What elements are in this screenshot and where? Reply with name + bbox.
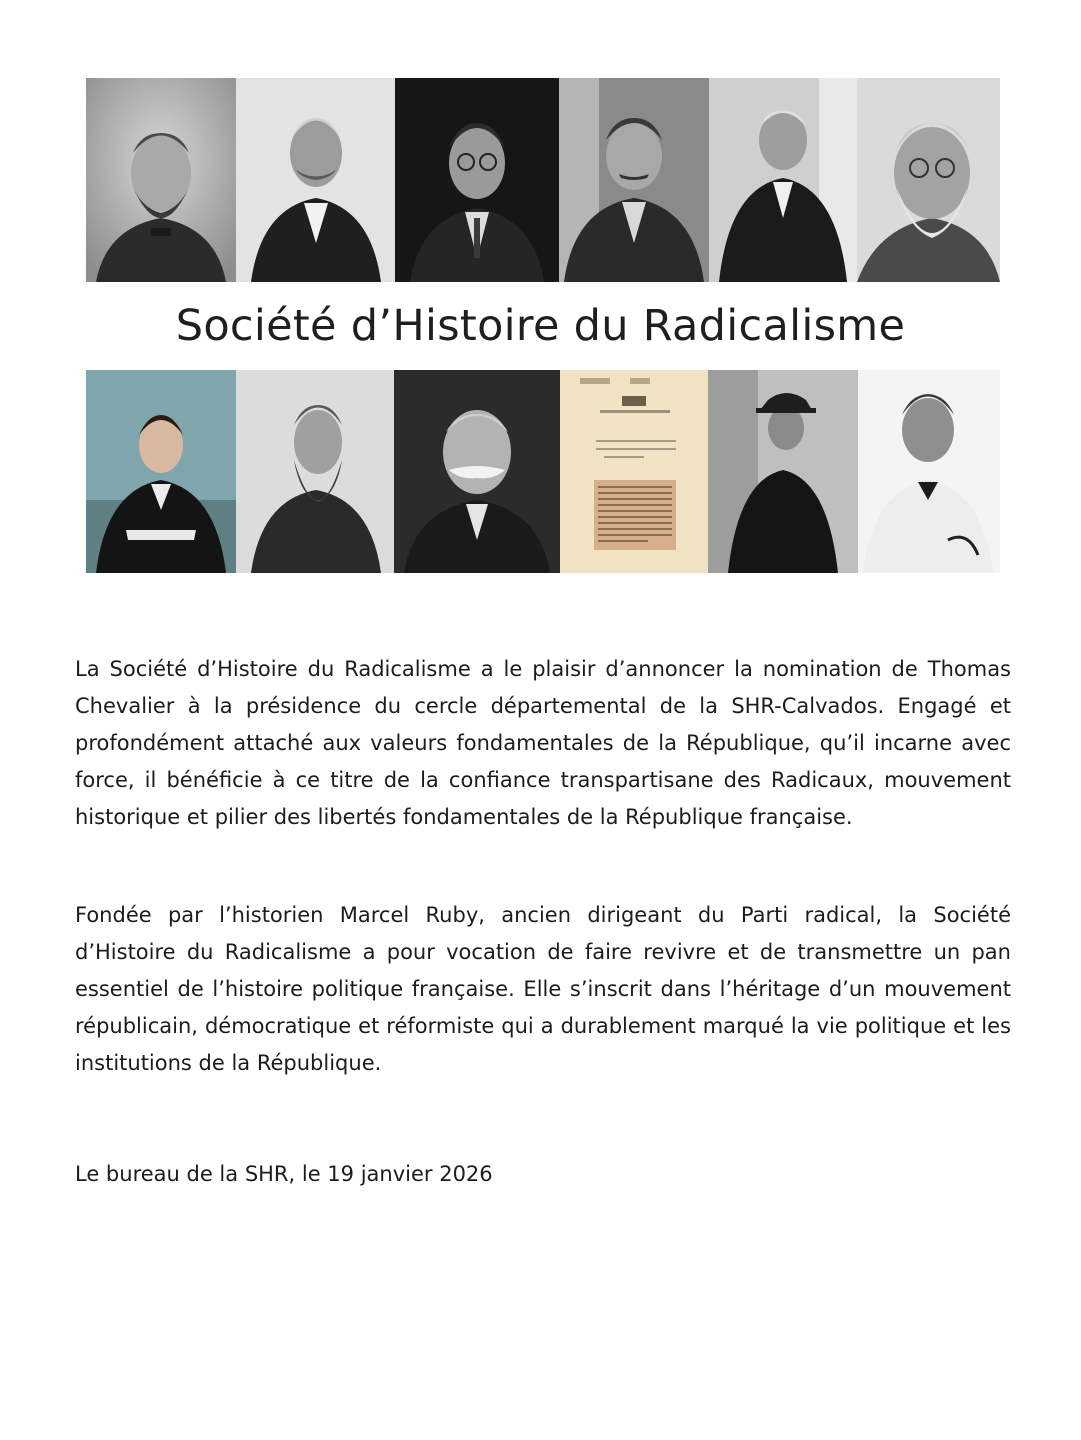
article-paragraph-2: Fondée par l’historien Marcel Ruby, ancien dirigeant du Parti radical, la Société d’Histoire du Radicalisme a pour vocation de faire revivre et de transmettre un pan essentiel de l’histoire politique française. Elle s’inscrit dans l’héritage d’un mouvement républicain, démocratique et réformiste qui a durablement marqué la vie politique et les institutions de la République. [75,903,1011,1075]
portrait-photo [395,78,559,282]
portrait-photo [236,370,394,573]
portrait-photo [394,370,560,573]
portrait-photo [857,78,1000,282]
portrait-photo [236,78,395,282]
top-photo-strip [86,78,1000,282]
bottom-photo-strip [86,370,1000,573]
portrait-photo [708,370,858,573]
page-title: Société d’Histoire du Radicalisme [175,301,906,351]
portrait-photo [559,78,709,282]
portrait-photo [709,78,857,282]
painted-portrait [86,370,236,573]
portrait-photo [86,78,236,282]
signature-line: Le bureau de la SHR, le 19 janvier 2026 [75,1162,493,1186]
article-paragraph-1: La Société d’Histoire du Radicalisme a le plaisir d’annoncer la nomination de Thomas Chevalier à la présidence du cercle départemental de la SHR-Calvados. Engagé et profondément attaché aux valeurs fondamentales de la République, qu’il incarne avec force, il bénéficie à ce titre de la confiance transpartisane des Radicaux, mouvement historique et pilier des libertés fondamentales de la République française. [75,657,1011,829]
portrait-photo [858,370,1000,573]
historic-document [560,370,708,573]
